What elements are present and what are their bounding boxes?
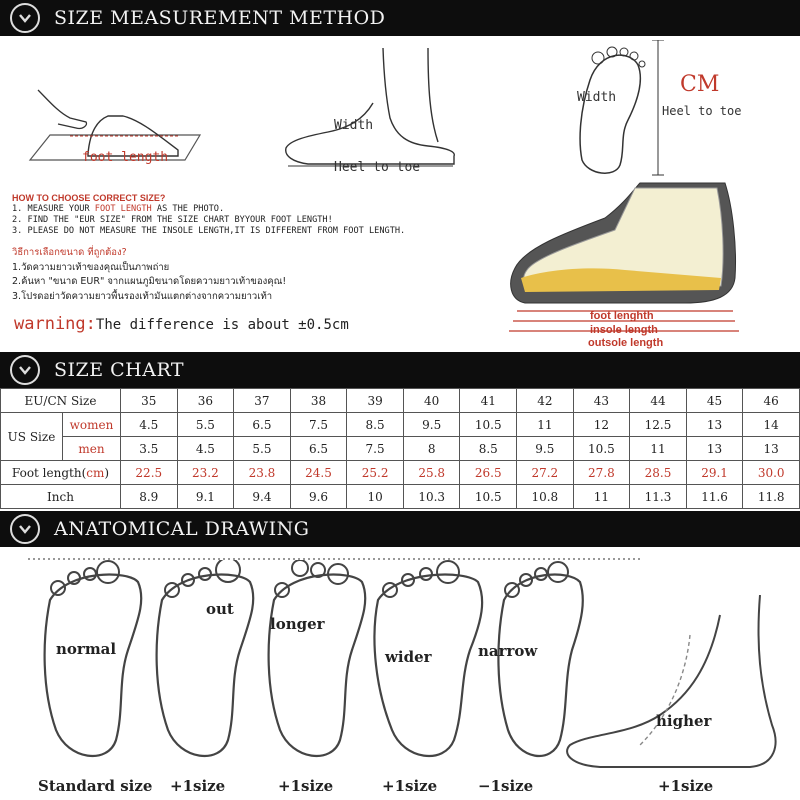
howto-instructions [12, 193, 502, 237]
inch-cell: 9.6 [290, 485, 347, 509]
women-cell: 12.5 [630, 413, 687, 437]
women-cell: 11 [517, 413, 574, 437]
warning-note [14, 314, 349, 334]
eu-cell: 42 [517, 389, 574, 413]
section-title: SIZE CHART [54, 359, 185, 381]
narrow-label: narrow [478, 642, 538, 660]
eu-cell: 37 [234, 389, 291, 413]
foot-cell: 22.5 [121, 461, 178, 485]
section-banner-anatomy [0, 511, 800, 547]
chevron-down-icon [10, 514, 40, 544]
eu-cell: 35 [121, 389, 178, 413]
howto-line-1a: 1. MEASURE YOUR [12, 204, 95, 214]
foot-cell: 25.8 [403, 461, 460, 485]
chevron-down-icon [10, 355, 40, 385]
women-header: women [63, 413, 121, 437]
foot-side-illustration [278, 48, 468, 178]
foot-cell: 29.1 [686, 461, 743, 485]
section-banner-measurement [0, 0, 800, 36]
inch-cell: 10 [347, 485, 404, 509]
thai-line-1: 1.วัดความยาวเท้าของคุณเป็นภาพถ่าย [12, 261, 170, 273]
foot-cell: 27.8 [573, 461, 630, 485]
eu-cell: 36 [177, 389, 234, 413]
men-cell: 13 [686, 437, 743, 461]
table-row-men [1, 437, 800, 461]
cm-label: CM [680, 72, 720, 97]
wider-label: wider [385, 648, 432, 666]
eu-cell: 40 [403, 389, 460, 413]
minus-one-size-label: −1size [478, 777, 534, 795]
inch-cell: 10.8 [517, 485, 574, 509]
men-cell: 11 [630, 437, 687, 461]
inch-cell: 10.5 [460, 485, 517, 509]
women-cell: 6.5 [234, 413, 291, 437]
outsole-length-label: outsole length [588, 337, 664, 349]
normal-label: normal [56, 640, 117, 658]
inch-cell: 11 [573, 485, 630, 509]
men-cell: 5.5 [234, 437, 291, 461]
foot-cell: 23.8 [234, 461, 291, 485]
longer-label: longer [270, 615, 325, 633]
men-cell: 4.5 [177, 437, 234, 461]
insole-length-label: insole length [590, 324, 658, 336]
men-cell: 10.5 [573, 437, 630, 461]
thai-line-2: 2.ค้นหา "ขนาด EUR" จากแผนภูมิขนาดโดยความยาวเท้าของคุณ! [12, 276, 287, 287]
men-cell: 9.5 [517, 437, 574, 461]
thai-line-3: 3.โปรดอย่าวัดความยาวพื้นรองเท้ามันแตกต่างจากความยาวเท้า [12, 290, 273, 302]
section-title: SIZE MEASUREMENT METHOD [54, 7, 386, 29]
foot-higher-outline [560, 595, 790, 775]
foot-cell: 26.5 [460, 461, 517, 485]
foot-cell: 28.5 [630, 461, 687, 485]
inch-cell: 8.9 [121, 485, 178, 509]
women-cell: 8.5 [347, 413, 404, 437]
men-header: men [63, 437, 121, 461]
women-cell: 4.5 [121, 413, 178, 437]
eu-cell: 44 [630, 389, 687, 413]
women-cell: 14 [743, 413, 800, 437]
foot-out-outline [157, 560, 254, 756]
plus-one-size-label: +1size [658, 777, 714, 795]
inch-cell: 9.1 [177, 485, 234, 509]
eu-cell: 39 [347, 389, 404, 413]
sole-width-label: Width [577, 90, 617, 105]
foot-normal-outline [45, 561, 142, 756]
foot-cell: 27.2 [517, 461, 574, 485]
table-row-inch [1, 485, 800, 509]
inch-cell: 10.3 [403, 485, 460, 509]
men-cell: 8 [403, 437, 460, 461]
foot-length-label: foot length [82, 150, 169, 165]
table-row-foot-length [1, 461, 800, 485]
eu-cell: 41 [460, 389, 517, 413]
women-cell: 12 [573, 413, 630, 437]
women-cell: 13 [686, 413, 743, 437]
men-cell: 6.5 [290, 437, 347, 461]
table-row-women [1, 413, 800, 437]
eu-cell: 43 [573, 389, 630, 413]
inch-cell: 11.8 [743, 485, 800, 509]
foot-length-header [1, 461, 121, 485]
eu-cell: 46 [743, 389, 800, 413]
table-row-eu [1, 389, 800, 413]
inch-cell: 9.4 [234, 485, 291, 509]
men-cell: 7.5 [347, 437, 404, 461]
chevron-down-icon [10, 3, 40, 33]
howto-line-3: 3. PLEASE DO NOT MEASURE THE INSOLE LENGTH,IT IS DIFFERENT FROM FOOT LENGTH. [12, 226, 406, 236]
eu-cell: 38 [290, 389, 347, 413]
howto-line-2: 2. FIND THE "EUR SIZE" FROM THE SIZE CHART BYYOUR FOOT LENGTH! [12, 215, 333, 225]
foot-cell: 24.5 [290, 461, 347, 485]
foot-cell: 30.0 [743, 461, 800, 485]
heel-to-toe-label: Heel to toe [334, 160, 421, 175]
women-cell: 10.5 [460, 413, 517, 437]
foot-length-header-c: ) [104, 465, 110, 480]
standard-size-label: Standard size [38, 777, 153, 795]
men-cell: 8.5 [460, 437, 517, 461]
warning-label: warning: [14, 314, 96, 334]
women-cell: 5.5 [177, 413, 234, 437]
plus-one-size-label: +1size [382, 777, 438, 795]
plus-one-size-label: +1size [170, 777, 226, 795]
size-chart-table [0, 388, 800, 509]
foot-cell: 23.2 [177, 461, 234, 485]
men-cell: 3.5 [121, 437, 178, 461]
foot-cell: 25.2 [347, 461, 404, 485]
eu-size-header: EU/CN Size [1, 389, 121, 413]
howto-line-1b: FOOT LENGTH [94, 204, 152, 214]
plus-one-size-label: +1size [278, 777, 334, 795]
width-label: Width [334, 118, 374, 133]
out-label: out [206, 600, 234, 618]
eu-cell: 45 [686, 389, 743, 413]
women-cell: 7.5 [290, 413, 347, 437]
foot-lenghth-label: foot lenghth [590, 310, 654, 322]
thai-heading: วิธีการเลือกขนาด ที่ถูกต้อง? [12, 247, 127, 258]
foot-outlines-row [38, 560, 638, 770]
warning-text: The difference is about ±0.5cm [95, 317, 349, 333]
inch-cell: 11.6 [686, 485, 743, 509]
foot-length-header-a: Foot length( [11, 465, 87, 480]
men-cell: 13 [743, 437, 800, 461]
foot-longer-outline [269, 560, 366, 756]
foot-length-header-unit: cm [86, 465, 105, 480]
women-cell: 9.5 [403, 413, 460, 437]
heel-to-toe-label-2: Heel to toe [662, 104, 742, 118]
us-size-header: US Size [1, 413, 63, 461]
howto-line-1 [12, 204, 502, 215]
howto-heading: HOW TO CHOOSE CORRECT SIZE? [12, 193, 166, 203]
inch-header: Inch [1, 485, 121, 509]
inch-cell: 11.3 [630, 485, 687, 509]
section-title: ANATOMICAL DRAWING [54, 518, 310, 540]
howto-line-1c: AS THE PHOTO. [151, 204, 225, 214]
section-banner-chart [0, 352, 800, 388]
thai-instructions [12, 246, 502, 304]
higher-label: higher [656, 712, 712, 730]
